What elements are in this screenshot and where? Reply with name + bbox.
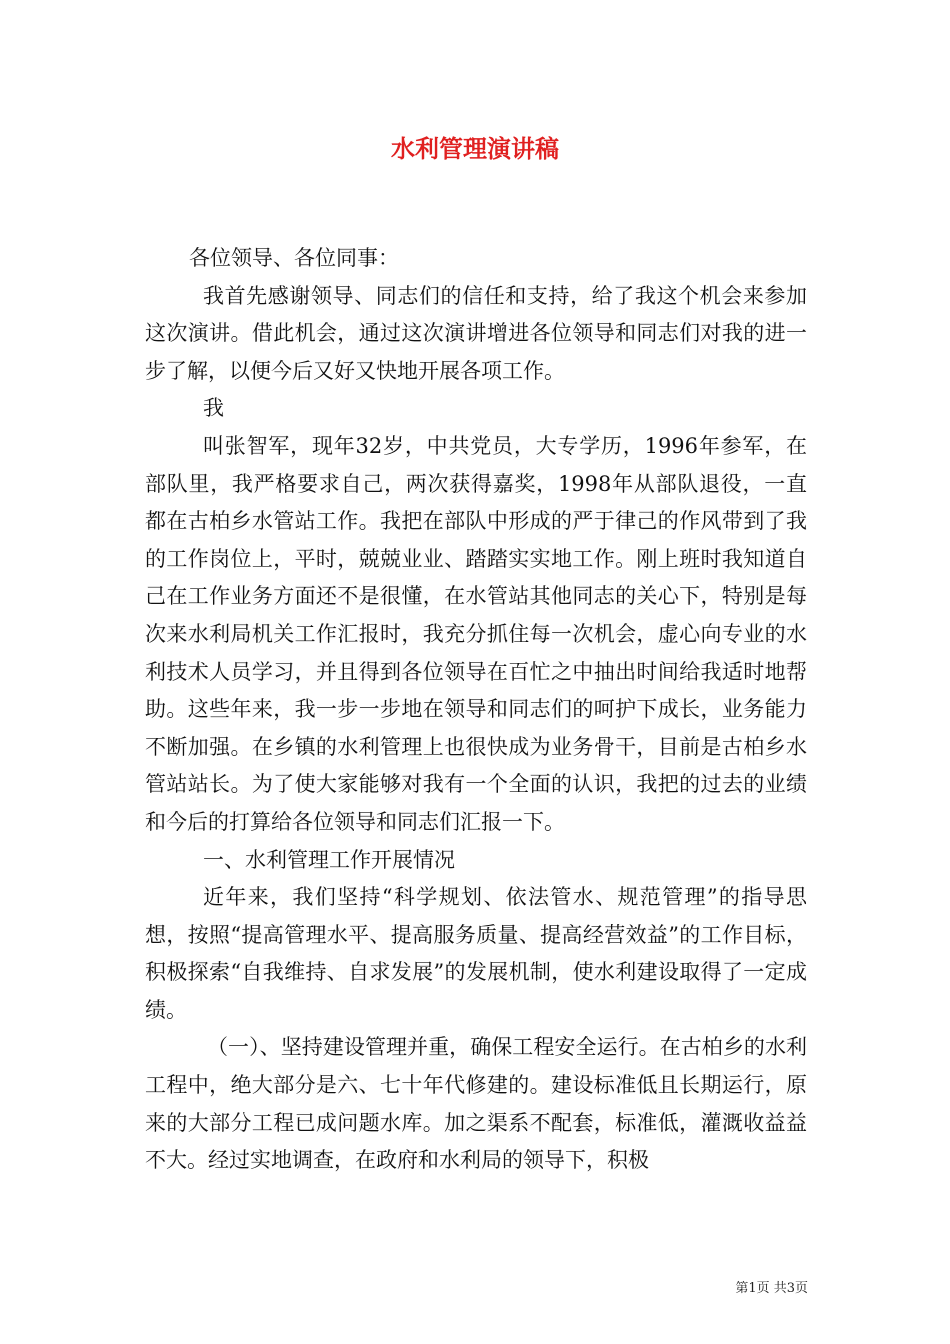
section-heading: 一、水利管理工作开展情况 <box>203 847 455 872</box>
page-number: 第1页 共3页 <box>735 1281 808 1296</box>
body-paragraph: 我 <box>203 396 224 421</box>
body-paragraph: 近年来，我们坚持“科学规划、依法管水、规范管理”的指导思想，按照“提高管理水平、提高服务质量、提高经营效益”的工作目标，积极探索“自我维持、自求发展”的发展机制，使水利建设取得了一定成绩。 <box>145 885 807 1022</box>
document-body <box>145 240 807 1180</box>
body-paragraph: 我首先感谢领导、同志们的信任和支持，给了我这个机会来参加这次演讲。借此机会，通过这次演讲增进各位领导和同志们对我的进一步了解，以便今后又好又快地开展各项工作。 <box>145 283 807 383</box>
body-paragraph: （一）、坚持建设管理并重，确保工程安全运行。在古柏乡的水利工程中，绝大部分是六、七十年代修建的。建设标准低且长期运行，原来的大部分工程已成问题水库。加之渠系不配套，标准低，灌溉收益益不大。经过实地调查，在政府和水利局的领导下，积极 <box>145 1035 807 1173</box>
document-title: 水利管理演讲稿 <box>391 134 559 163</box>
salutation-paragraph: 各位领导、各位同事： <box>189 246 399 270</box>
body-paragraph: 叫张智军，现年32岁，中共党员，大专学历，1996年参军，在部队里，我严格要求自己，两次获得嘉奖，1998年从部队退役，一直都在古柏乡水管站工作。我把在部队中形成的严于律己的作风带到了我的工作岗位上，平时，兢兢业业、踏踏实实地工作。刚上班时我知道自己在工作业务方面还不是很懂，在水管站其他同志的关心下，特别是每次来水利局机关工作汇报时，我充分抓住每一次机会，虚心向专业的水利技术人员学习，并且得到各位领导在百忙之中抽出时间给我适时地帮助。这些年来，我一步一步地在领导和同志们的呵护下成长，业务能力不断加强。在乡镇的水利管理上也很快成为业务骨干，目前是古柏乡水管站站长。为了使大家能够对我有一个全面的认识，我把的过去的业绩和今后的打算给各位领导和同志们汇报一下。 <box>145 433 807 834</box>
